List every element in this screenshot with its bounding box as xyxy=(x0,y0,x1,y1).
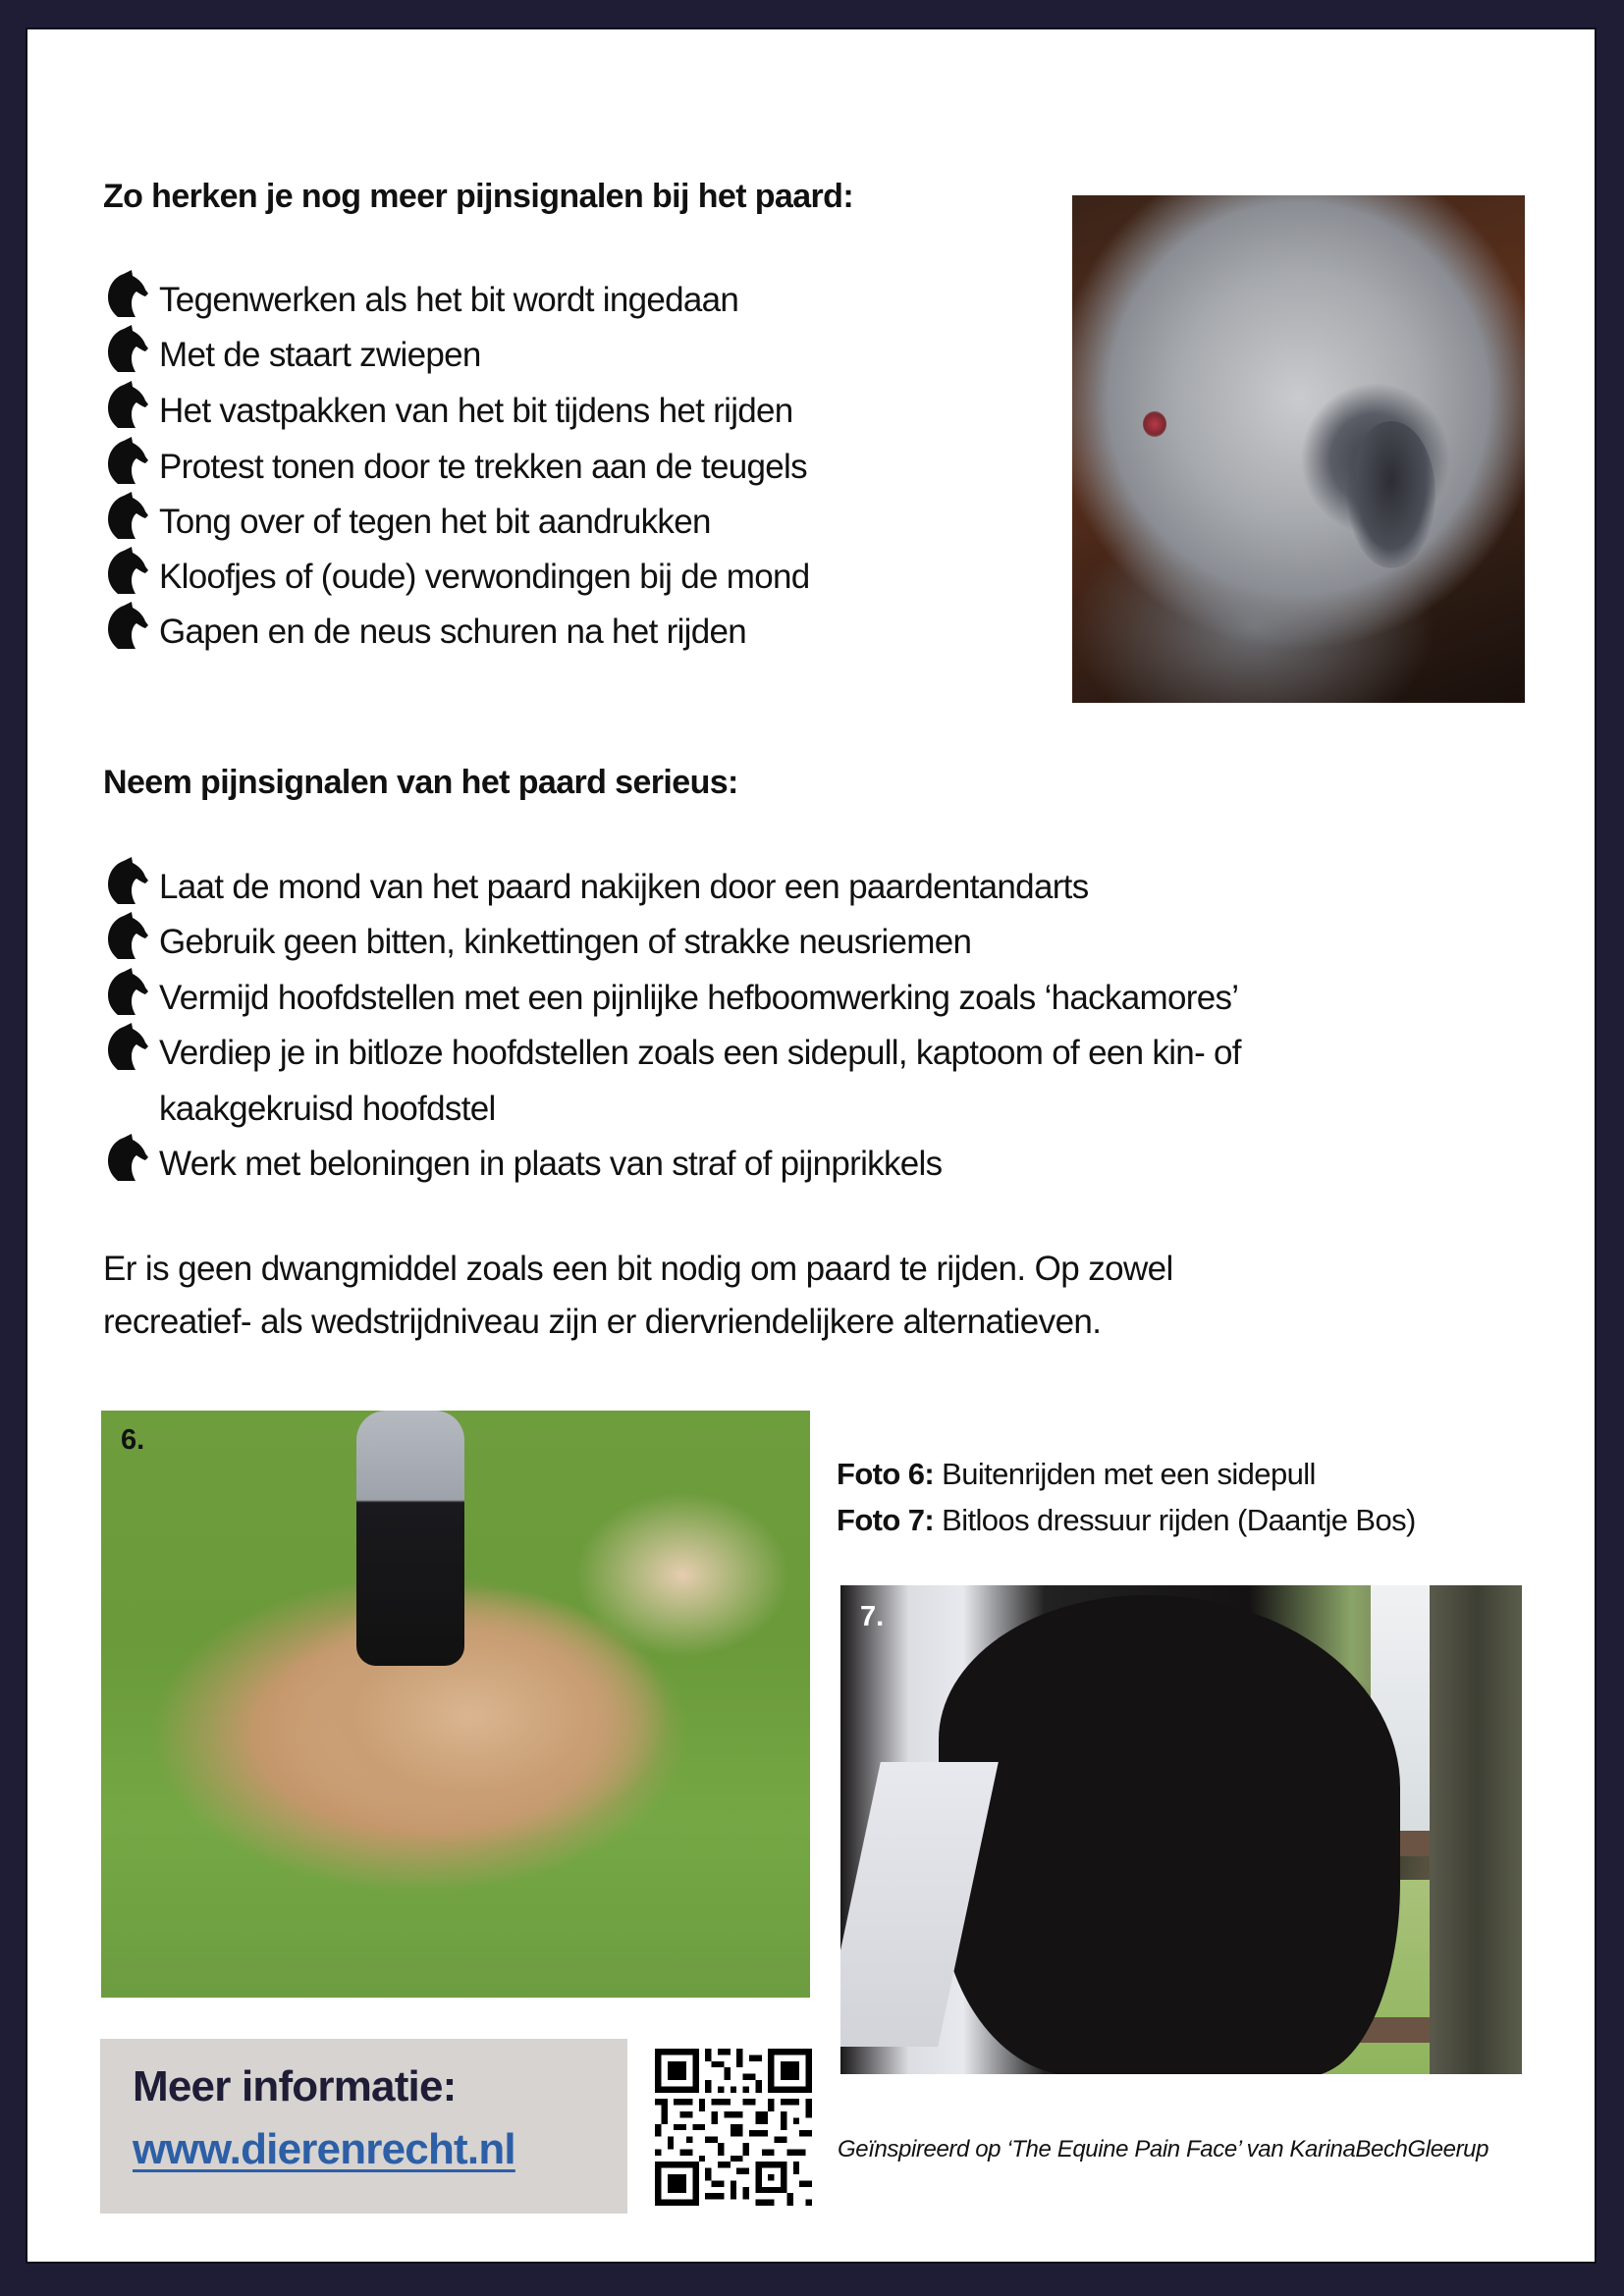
mouth-wound-shape xyxy=(1143,411,1166,437)
list-item-text: Protest tonen door te trekken aan de teugels xyxy=(159,448,807,486)
list-item xyxy=(106,605,746,660)
photo-number-label: 6. xyxy=(121,1424,145,1456)
list-item-text: Met de staart zwiepen xyxy=(159,336,481,374)
list-item-text: Kloofjes of (oude) verwondingen bij de mond xyxy=(159,558,810,596)
photo-sidepull-riding xyxy=(101,1411,810,1998)
horse-head-icon xyxy=(106,857,149,904)
section1-heading: Zo herken je nog meer pijnsignalen bij het paard: xyxy=(103,178,854,215)
list-item xyxy=(106,1137,942,1192)
caption-foto-6 xyxy=(837,1455,1316,1494)
horse-head-icon xyxy=(106,912,149,959)
dierenrecht-link[interactable]: www.dierenrecht.nl xyxy=(133,2125,515,2173)
horse-head-icon xyxy=(106,1134,149,1181)
caption-foto-7 xyxy=(837,1501,1416,1540)
list-item-text: Vermijd hoofdstellen met een pijnlijke hefboomwerking zoals ‘hackamores’ xyxy=(159,979,1239,1017)
list-item xyxy=(106,971,1238,1026)
photo-bitless-dressage xyxy=(840,1585,1522,2074)
nostril-shape xyxy=(1347,421,1435,568)
horse-head-icon xyxy=(106,547,149,594)
list-item-text: Laat de mond van het paard nakijken door een paardentandarts xyxy=(159,868,1089,906)
more-info-box xyxy=(100,2039,627,2214)
list-item xyxy=(106,440,807,495)
list-item-text: Tong over of tegen het bit aandrukken xyxy=(159,503,711,541)
horse-head-icon xyxy=(106,968,149,1015)
horse-head-icon xyxy=(106,492,149,539)
caption-text: Buitenrijden met een sidepull xyxy=(934,1457,1316,1491)
list-item xyxy=(106,1026,1241,1081)
list-item xyxy=(106,495,711,550)
list-item xyxy=(106,915,971,970)
section2-heading: Neem pijnsignalen van het paard serieus: xyxy=(103,764,738,801)
horse-head-icon xyxy=(106,270,149,317)
rider-shape xyxy=(356,1411,464,1666)
horse-head-icon xyxy=(106,437,149,484)
list-item-text: Verdiep je in bitloze hoofdstellen zoals een sidepull, kaptoom of een kin- of xyxy=(159,1034,1241,1072)
list-item-text: Gapen en de neus schuren na het rijden xyxy=(159,613,747,651)
horse-head-icon xyxy=(106,1023,149,1070)
horse-head-icon xyxy=(106,325,149,372)
list-item xyxy=(106,550,810,605)
list-item-continuation: kaakgekruisd hoofdstel xyxy=(159,1090,496,1128)
paragraph-line-1: Er is geen dwangmiddel zoals een bit nodig om paard te rijden. Op zowel xyxy=(103,1250,1173,1288)
credit-text: Geïnspireerd op ‘The Equine Pain Face’ van KarinaBechGleerup xyxy=(838,2136,1489,2163)
more-info-title: Meer informatie: xyxy=(133,2062,457,2110)
caption-text: Bitloos dressuur rijden (Daantje Bos) xyxy=(934,1503,1416,1537)
horse-head-icon xyxy=(106,602,149,649)
poster-page xyxy=(27,29,1595,2262)
photo-number-label: 7. xyxy=(860,1601,885,1632)
tree-shape xyxy=(1430,1585,1522,2074)
list-item xyxy=(106,273,738,328)
list-item-text: Werk met beloningen in plaats van straf of pijnprikkels xyxy=(159,1145,943,1183)
black-horse-shape xyxy=(939,1595,1400,2074)
list-item xyxy=(106,860,1089,915)
list-item xyxy=(106,384,793,439)
list-item-text: Het vastpakken van het bit tijdens het rijden xyxy=(159,392,793,430)
list-item xyxy=(106,328,481,383)
photo-horse-muzzle xyxy=(1072,195,1525,703)
qr-code-icon[interactable] xyxy=(655,2049,812,2206)
paragraph-line-2: recreatief- als wedstrijdniveau zijn er diervriendelijkere alternatieven. xyxy=(103,1303,1102,1341)
list-item-text: Tegenwerken als het bit wordt ingedaan xyxy=(159,281,739,319)
caption-label: Foto 7: xyxy=(837,1503,935,1537)
list-item-text: Gebruik geen bitten, kinkettingen of strakke neusriemen xyxy=(159,923,972,961)
horse-head-icon xyxy=(106,381,149,428)
caption-label: Foto 6: xyxy=(837,1457,935,1491)
